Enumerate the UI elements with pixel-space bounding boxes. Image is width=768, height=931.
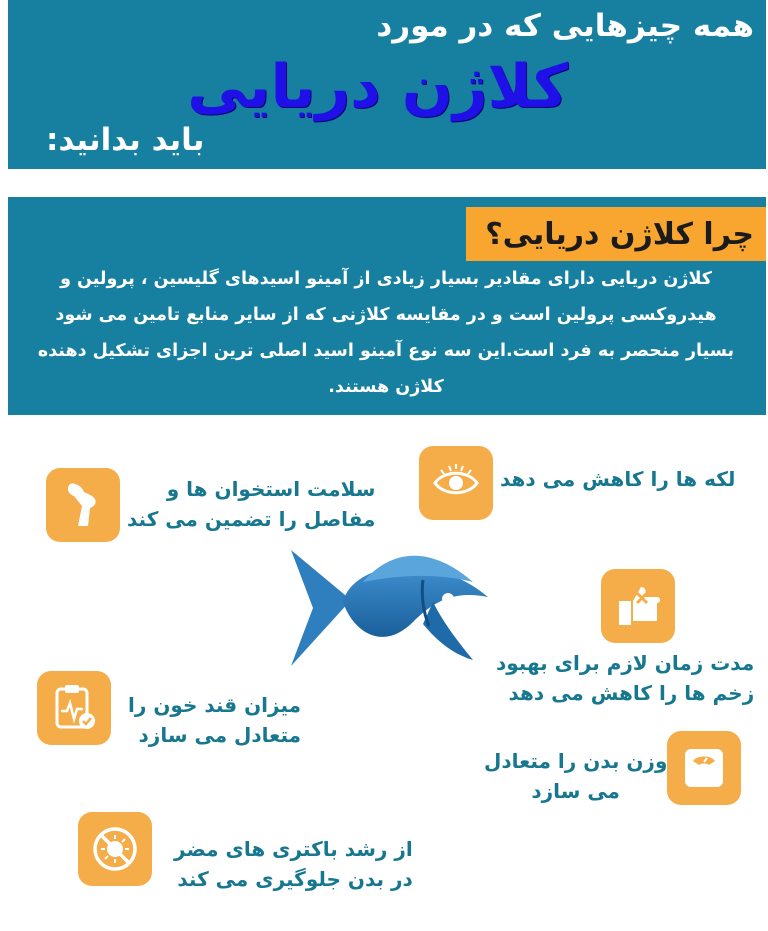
benefit-text-wounds: مدت زمان لازم برای بهبود زخم ها را کاهش می دهد [496, 651, 755, 705]
benefit-text-bones: سلامت استخوان ها و مفاصل را تضمین می کند [127, 477, 376, 531]
blood-sugar-report-icon [47, 681, 101, 735]
why-section-title: چرا کلاژن دریایی؟ [466, 207, 766, 261]
joint-bone-icon-box [46, 468, 120, 542]
benefit-text-weight: وزن بدن را متعادل می سازد [484, 749, 668, 803]
benefit-text-spots: لکه ها را کاهش می دهد [500, 467, 736, 491]
eye-icon [429, 456, 483, 510]
benefit-text-blood-sugar: میزان قند خون را متعادل می سازد [128, 693, 302, 747]
why-section [8, 197, 766, 415]
header-outro-text: باید بدانید: [46, 122, 205, 158]
header-intro-text: همه چیزهایی که در مورد [376, 8, 754, 44]
header-main-title: کلاژن دریایی [187, 52, 568, 122]
bandaged-hand-icon [611, 579, 665, 633]
fish-illustration [283, 542, 498, 672]
eye-icon-box [419, 446, 493, 520]
bandaged-hand-icon-box [601, 569, 675, 643]
benefit-text-bacteria: از رشد باکتری های مضر در بدن جلوگیری می کند [174, 837, 413, 891]
why-section-body: کلاژن دریایی دارای مقادیر بسیار زیادی از آمینو اسیدهای گلیسین ، پرولین و هیدروکسی پرولین است و در مقایسه کلاژنی که از سایر منابع تامین می شود بسیار منحصر به فرد است.این سه نوع آمینو اسید اصلی ترین اجزای تشکیل دهنده کلاژن هستند. [37, 269, 735, 397]
blood-sugar-report-icon-box [37, 671, 111, 745]
weight-scale-icon [677, 741, 731, 795]
weight-scale-icon-box [667, 731, 741, 805]
no-bacteria-icon-box [78, 812, 152, 886]
joint-bone-icon [56, 478, 110, 532]
header-banner [8, 0, 766, 169]
no-bacteria-icon [88, 822, 142, 876]
